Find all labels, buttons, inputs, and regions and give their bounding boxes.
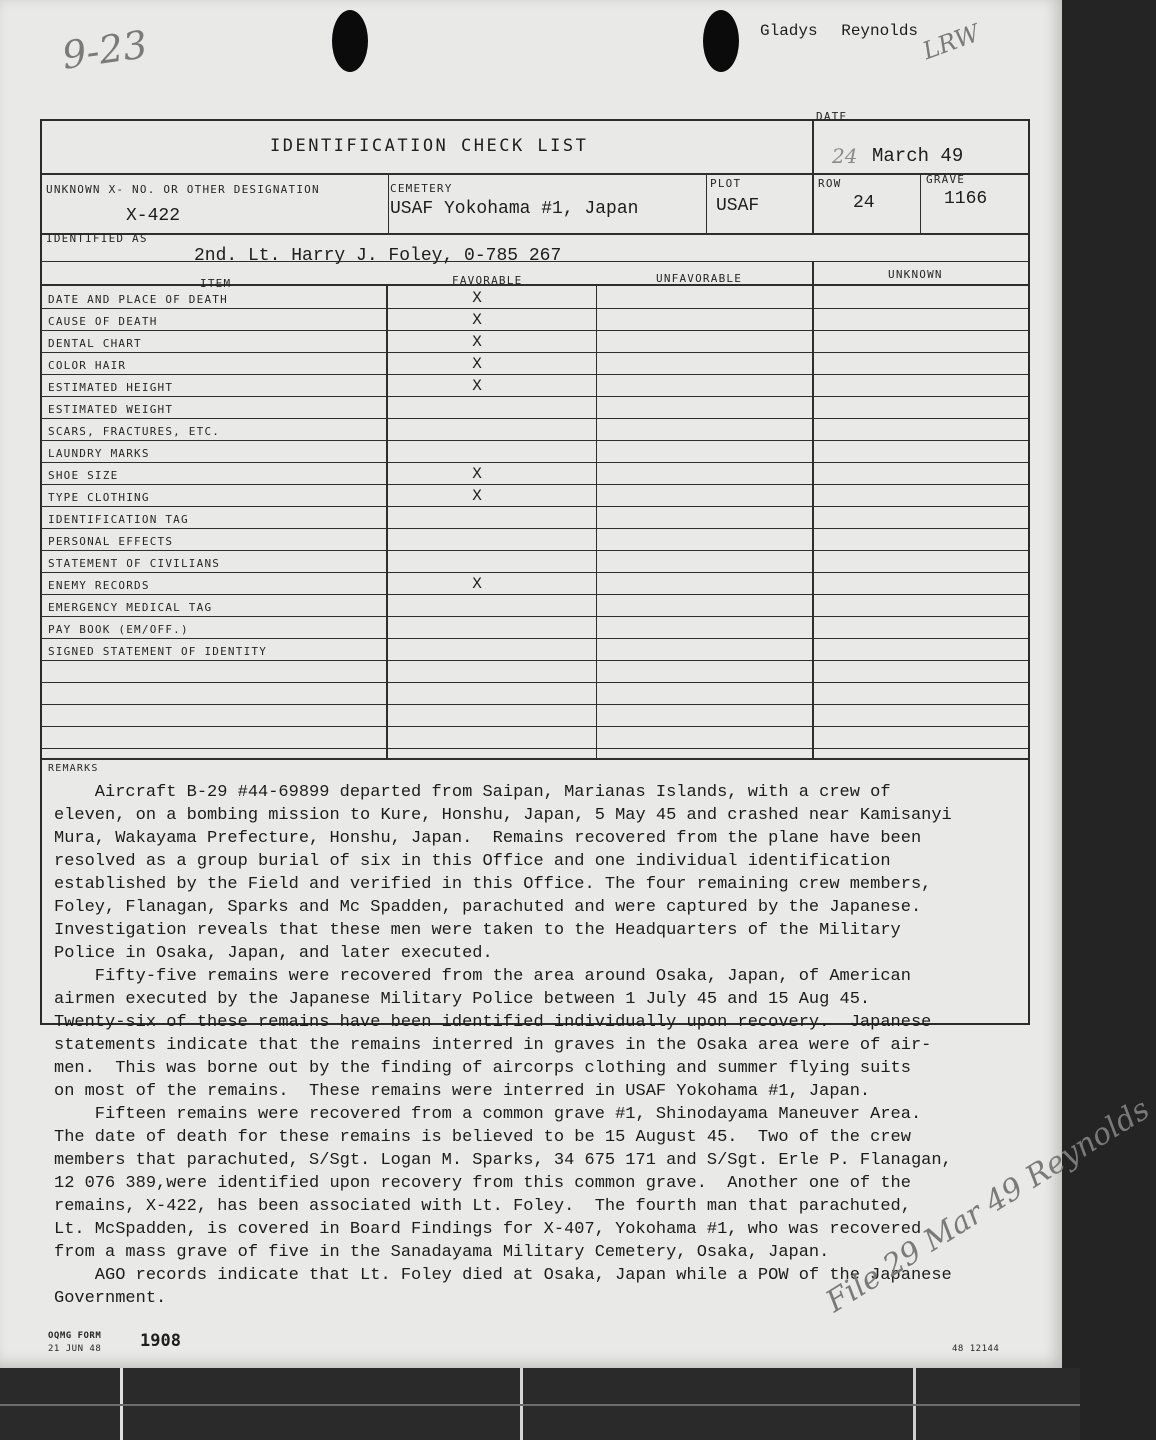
unknown-designation-label: UNKNOWN X- NO. OR OTHER DESIGNATION (46, 183, 320, 196)
checklist-row (0, 309, 990, 331)
checklist-row (0, 441, 990, 463)
date-label: DATE (816, 110, 848, 123)
checklist-item-label: PAY BOOK (EM/OFF.) (48, 623, 189, 636)
form-title: IDENTIFICATION CHECK LIST (270, 136, 589, 156)
punch-hole-left (332, 10, 368, 72)
favorable-mark: X (472, 311, 482, 329)
date-value: March 49 (872, 145, 964, 167)
checklist-row (0, 331, 990, 353)
checklist-row (0, 727, 990, 749)
remarks-label: REMARKS (48, 763, 99, 774)
remarks-line: Fifteen remains were recovered from a common grave #1, Shinodayama Maneuver Area. (54, 1105, 922, 1124)
stock-number: 48 12144 (952, 1344, 1000, 1354)
checklist-row (0, 683, 990, 705)
handwritten-note-top-left: 9-23 (59, 22, 151, 78)
punch-hole-right (703, 10, 739, 72)
favorable-mark: X (472, 333, 482, 351)
checklist-row (0, 397, 990, 419)
grave-value: 1166 (944, 189, 988, 209)
checklist-row (0, 705, 990, 727)
column-header-item: ITEM (200, 277, 232, 290)
remarks-line: from a mass grave of five in the Sanadayama Military Cemetery, Osaka, Japan. (54, 1243, 830, 1262)
remarks-text (54, 781, 1044, 1310)
checklist-row (0, 375, 990, 397)
checklist-item-label: PERSONAL EFFECTS (48, 535, 174, 548)
checklist-row (0, 661, 990, 683)
row-value: 24 (853, 193, 875, 213)
cemetery-label: CEMETERY (390, 182, 453, 195)
row-label: ROW (818, 177, 842, 190)
remarks-line: men. This was borne out by the finding of aircorps clothing and summer flying suits (54, 1059, 911, 1078)
remarks-line: airmen executed by the Japanese Military Police between 1 July 45 and 15 Aug 45. (54, 990, 871, 1009)
form-number: 1908 (140, 1331, 181, 1351)
remarks-line: statements indicate that the remains interred in graves in the Osaka area were of air- (54, 1036, 932, 1055)
remarks-line: AGO records indicate that Lt. Foley died at Osaka, Japan while a POW of the Japanese (54, 1266, 952, 1285)
checklist-row (0, 485, 990, 507)
checklist-item-label: ESTIMATED HEIGHT (48, 381, 174, 394)
checklist-row (0, 595, 990, 617)
remarks-line: Investigation reveals that these men were taken to the Headquarters of the Military (54, 921, 901, 940)
remarks-line: The date of death for these remains is believed to be 15 August 45. Two of the crew (54, 1128, 911, 1147)
remarks-line: resolved as a group burial of six in this Office and one individual identification (54, 852, 891, 871)
checklist-item-label: ENEMY RECORDS (48, 579, 150, 592)
remarks-line: remains, X-422, has been associated with Lt. Foley. The fourth man that parachuted, (54, 1197, 911, 1216)
checklist-item-label: ESTIMATED WEIGHT (48, 403, 174, 416)
checklist-item-label: DENTAL CHART (48, 337, 142, 350)
remarks-line: on most of the remains. These remains were interred in USAF Yokohama #1, Japan. (54, 1082, 871, 1101)
identified-as-label: IDENTIFIED AS (46, 232, 148, 245)
remarks-line: Foley, Flanagan, Sparks and Mc Spadden, parachuted and were captured by the Japanese. (54, 898, 922, 917)
favorable-mark: X (472, 575, 482, 593)
column-header-favorable: FAVORABLE (452, 274, 523, 287)
checklist-row (0, 529, 990, 551)
remarks-line: Fifty-five remains were recovered from the area around Osaka, Japan, of American (54, 967, 911, 986)
remarks-line: established by the Field and verified in this Office. The four remaining crew members, (54, 875, 932, 894)
row-divider (42, 748, 1028, 749)
favorable-mark: X (472, 377, 482, 395)
checklist-item-label: SHOE SIZE (48, 469, 119, 482)
checklist-item-label: LAUNDRY MARKS (48, 447, 150, 460)
favorable-mark: X (472, 355, 482, 373)
background-tiles (0, 1368, 1080, 1440)
checklist-item-label: EMERGENCY MEDICAL TAG (48, 601, 213, 614)
checklist-row (0, 507, 990, 529)
checklist-item-label: SCARS, FRACTURES, ETC. (48, 425, 221, 438)
date-day: 24 (832, 144, 858, 168)
checklist-item-label: DATE AND PLACE OF DEATH (48, 293, 228, 306)
cemetery-value: USAF Yokohama #1, Japan (390, 199, 639, 219)
column-header-unfavorable: UNFAVORABLE (656, 272, 743, 285)
remarks-line: Lt. McSpadden, is covered in Board Findings for X-407, Yokohama #1, who was recovered (54, 1220, 922, 1239)
favorable-mark: X (472, 465, 482, 483)
form-prefix: OQMG FORM (48, 1331, 102, 1341)
identified-as-value: 2nd. Lt. Harry J. Foley, 0-785 267 (194, 246, 562, 266)
checklist-item-label: TYPE CLOTHING (48, 491, 150, 504)
plot-label: PLOT (710, 177, 742, 190)
checklist-row (0, 287, 990, 309)
checklist-item-label: STATEMENT OF CIVILIANS (48, 557, 221, 570)
plot-value: USAF (716, 196, 760, 216)
handwritten-initials: LRW (918, 18, 984, 66)
form-date: 21 JUN 48 (48, 1344, 102, 1354)
remarks-line: eleven, on a bombing mission to Kure, Honshu, Japan, 5 May 45 and crashed near Kamisanyi (54, 806, 952, 825)
remarks-line: Twenty-six of these remains have been identified individually upon recovery. Japanese (54, 1013, 932, 1032)
checklist-row (0, 353, 990, 375)
checklist-row (0, 551, 990, 573)
remarks-line: Aircraft B-29 #44-69899 departed from Saipan, Marianas Islands, with a crew of (54, 783, 891, 802)
favorable-mark: X (472, 487, 482, 505)
remarks-line: Police in Osaka, Japan, and later executed. (54, 944, 493, 963)
unknown-designation-value: X-422 (126, 206, 181, 226)
checklist-row (0, 463, 990, 485)
checklist-item-label: COLOR HAIR (48, 359, 127, 372)
checklist-row (0, 617, 990, 639)
favorable-mark: X (472, 289, 482, 307)
checklist-row (0, 419, 990, 441)
handwritten-file-note: File 29 Mar 49 Reynolds (820, 1091, 1156, 1320)
remarks-line: Government. (54, 1289, 167, 1308)
checklist-item-label: CAUSE OF DEATH (48, 315, 158, 328)
checklist-row (0, 639, 990, 661)
checklist-item-label: IDENTIFICATION TAG (48, 513, 189, 526)
grave-label: GRAVE (926, 173, 966, 186)
remarks-line: members that parachuted, S/Sgt. Logan M. Sparks, 34 675 171 and S/Sgt. Erle P. Flanagan, (54, 1151, 952, 1170)
checklist-row (0, 573, 990, 595)
remarks-line: 12 076 389,were identified upon recovery from this common grave. Another one of the (54, 1174, 911, 1193)
column-header-unknown: UNKNOWN (888, 268, 943, 281)
remarks-line: Mura, Wakayama Prefecture, Honshu, Japan. Remains recovered from the plane have been (54, 829, 922, 848)
addressee-name: Gladys Reynolds (760, 22, 919, 40)
checklist-item-label: SIGNED STATEMENT OF IDENTITY (48, 645, 268, 658)
